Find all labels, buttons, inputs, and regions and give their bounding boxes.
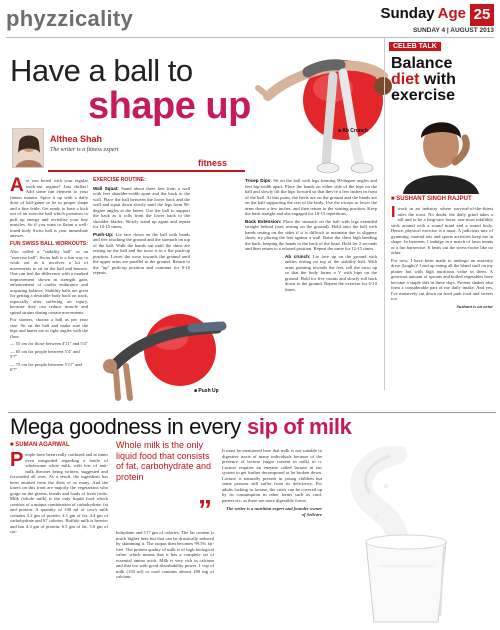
sidebar xyxy=(384,38,496,390)
milk-col-2 xyxy=(116,530,214,582)
size-1: — 55 cm for those between 4'11" and 5'4" xyxy=(10,341,88,346)
back-label: Back Extension: xyxy=(245,218,282,224)
sidebar-tag: CELEB TALK xyxy=(389,42,441,51)
milk-title-b: sip of milk xyxy=(247,414,352,439)
tricep-dips xyxy=(245,178,377,217)
sidebar-p1-text: work in an industry where survival-of-the-fittest rules the roost. No doubt, the daily grind takes a toll and to be a long-race horse, one must infallibly stick around with a sound mind and a sound body. Hence, physical exercise is a must. A judicious mix of gymming, martial arts and sports activities keep me in shape. In between, I indulge in a match of lawn tennis or a fun barsercise. It beats out the stress-factor like no other. xyxy=(391,206,493,255)
milk-glass-illustration xyxy=(326,446,496,626)
author-note: The writer is a fitness expert xyxy=(50,147,119,153)
author-photo xyxy=(12,128,44,168)
milk-col1-text: eople have been really confused and at times even misguided regarding a bottle of wholesome white milk, with lots of anti-milk theories being written, suggested and forwarded all over. As a result, the ingredient has been omitted from the diets of so many. And the losers on this front are majorly the vegetarians who gorge on the greens, breads and loads of fresh fruits. Milk (whole milk) is the only liquid food which consists of a unique combination of carbohydrate, fat and protein. A quantity of 100 ml of cow's milk contains 3.2 gm of protein, 4.1 gm of fat, 4.4 gm of carbohydrate and 67 calories. Buffalo milk is heavier and has 4.3 gm of protein, 6.5 gm of fat, 5.0 gm of car- xyxy=(10,452,108,534)
section-title: phyzzicality xyxy=(6,6,134,31)
ab-crunch-label: Ab crunch: xyxy=(285,253,311,259)
dateline: SUNDAY 4 | AUGUST 2013 xyxy=(412,27,494,34)
milk-col3-text: It must be mentioned here that milk is not suitable to digestive tracts of many individuals because of the presence of lactose (sugar content in milk) in it. Lactose requires an enzyme called lactase in our system to get further decomposed or be broken down. Lactase is naturally present in young children but some persons still suffer from its deficiency. For adults lacking in lactase, the crisis can be covered up by its consumption in other forms such as curd, paneer etc. as these are more digestible forms. xyxy=(222,448,322,503)
tricep-label: Tricep Dips: xyxy=(245,178,272,183)
sidebar-body xyxy=(391,206,493,311)
article-divider xyxy=(8,412,496,413)
milk-dropcap: P xyxy=(10,449,24,471)
author-block xyxy=(10,128,245,172)
push-up xyxy=(93,232,190,276)
wall-squat-label: Wall Squat: xyxy=(93,185,119,191)
section-header xyxy=(6,2,494,38)
fun-p1: Also called a "stability ball" or an "exercise ball", Swiss ball is a fun way to work out as it involves a lot of movements to sit on the ball and bounce. One can feel the difference with a marked improvement shown in strength gain, enhancement of cardio endurance and acquiring balance. Stability balls are great for getting a desirable body back on track, especially after suffering an injury, because they can reduce muscle and spinal strains during certain movements. xyxy=(10,249,88,315)
quote-mark-icon: ” xyxy=(198,494,212,525)
main-col-3 xyxy=(245,178,377,294)
milk-title xyxy=(10,414,496,440)
milk-title-a: Mega goodness in every xyxy=(10,414,241,439)
wall-squat xyxy=(93,186,190,230)
milk-col2-text: bohydrate and 117 gm of calories. The fat content is much higher here but that can be drastically reduced by skimming it. The output then becomes 99.5% fat-free. The protein quality of milk is of high biological value, which means that it has a complete set of essential amino acids. Milk is very rich in calcium and that too with good absorbability power. 1 cup of milk (150 ml) or curd contains almost 180 mg of calcium. xyxy=(116,530,214,579)
author-portrait-icon xyxy=(13,129,44,168)
milk-col-3 xyxy=(222,448,322,519)
sidebar-p1 xyxy=(391,206,493,256)
caption-ab-crunch: ■ Ab Crunch xyxy=(338,128,368,134)
milk-byline: ■ SUMAN AGARWAL xyxy=(10,442,70,448)
article-title xyxy=(10,53,280,127)
sidebar-byline: ■ SUSHANT SINGH RAJPUT xyxy=(391,196,472,202)
ab-crunch xyxy=(245,254,377,293)
pull-quote xyxy=(116,440,214,525)
section-routine: EXERCISE ROUTINE: xyxy=(93,177,146,183)
back-extension xyxy=(245,219,377,252)
intro-paragraph xyxy=(10,175,88,239)
sidebar-p2: For now, I have been made to undergo an austerity drive (laughs)! I end up eating all the bland stuff on my platter but with high nutritious value in them. A generous amount of sprouts and boiled vegetables have become a staple diet in these days. Protein shakes also form a considerable part of my daily intake. And yes, I've massively cut down on fried junk food and sweets too. xyxy=(391,257,493,301)
sidebar-title-3: exercise xyxy=(391,87,456,104)
back-text: Place the stomach on the ball with legs extended straight behind (toes resting on the ground). Hold onto the ball with hands resting on the sides if it is difficult to maintain due to slippery shoes, try placing the feet against a wall. Raise the chest high bending the back, keeping the hands to the back of the head. Hold for 2 seconds and then return to a relaxed position. Repeat the same for 12-15 times. xyxy=(245,218,377,251)
pull-quote-text: Whole milk is the only liquid food that consists of fat, carbohydrate and protein xyxy=(116,440,212,482)
section-fun-workouts: FUN SWISS BALL WORKOUTS: xyxy=(10,240,88,247)
milk-col-1 xyxy=(10,449,108,537)
author-name: Althea Shah xyxy=(50,134,103,144)
masthead-name: Age xyxy=(437,5,466,22)
sidebar-signature: Sushant is an actor xyxy=(456,303,493,309)
push-up-label: Push-Up: xyxy=(93,231,114,237)
sidebar-title xyxy=(391,56,495,104)
milk-writer-note: The writer is a nutrition expert and founder-owner of Sellcare xyxy=(225,506,322,517)
tricep-text: Sit on the ball with legs forming 90-degree angles and feet hip-width apart. Place the hands on either side of the hips on the ball and slowly lift the hips forward so that they're a few inches in front of the ball. At this point, the heels are on the ground and the hands are on the ball supporting the rest of the body. Use the triceps to lower the arms down a few inches, and then return to the starting position. Keep the back straight and abs engaged for 10-15 repetitions. xyxy=(245,178,378,216)
sidebar-title-2: diet xyxy=(391,71,420,88)
intro-dropcap: A xyxy=(10,175,24,196)
sidebar-dropcap: I xyxy=(391,204,396,221)
main-col-1 xyxy=(10,175,88,375)
ab-crunch-text: Lie face up on the ground with ankles resting on top of the stability ball. With arms pointing towards the feet, roll the torso up so that the body forms a V with hips on the ground. Hold for five counts and slowly roll back down to the ground. Repeat the exercise for 6-10 times. xyxy=(285,253,378,292)
title-line2: shape up xyxy=(88,85,251,127)
masthead-day: Sunday xyxy=(380,5,435,22)
main-col-2 xyxy=(93,178,190,278)
wall-squat-text: Stand about three feet from a wall with feet shoulder-width apart and the back to the wall. Place the ball between the lower back and the wall and squat down slowly until the legs form 90-degree angles at the knees. Use the ball to support the back as it rolls from the lower back to the shoulder blades. Slowly stand up again and repeat for 10-15 times. xyxy=(93,185,190,229)
size-2: — 65 cm for people between 5'4" and 5'7" xyxy=(10,348,80,359)
push-up-photo xyxy=(92,290,232,410)
column-tag: fitness xyxy=(198,158,228,168)
push-up-text: Lie face down on the ball with hands and feet touching the ground and the stomach on top of the ball. Walk the hands out until the shins are resting on the ball and the torso is in a flat push-up position. Lower the torso towards the ground until the upper arms are parallel to the ground. Return to the "up" push-up position and continue for 8-10 repeats. xyxy=(93,231,190,275)
sidebar-title-with: with xyxy=(423,71,456,88)
milk-photo xyxy=(326,446,496,626)
sidebar-photo xyxy=(393,108,489,194)
title-line1: Have a ball to xyxy=(10,53,193,88)
size-3: — 75 cm for people between 5'11" and 6'7" xyxy=(10,361,82,372)
fun-p2: For starters, choose a ball as per your size. Sit on the ball and make sure the hips and knees are at right angles with the floor. xyxy=(10,317,88,339)
page-number: 25 xyxy=(470,4,494,26)
author-rule xyxy=(48,170,245,172)
actor-portrait-icon xyxy=(393,108,489,194)
caption-push-up: ■ Push Up xyxy=(194,388,219,394)
masthead xyxy=(380,5,466,22)
intro-text: re you bored with your regular work-out regime? Just chillax! Add some fun element to your fitness mantra. Spice it up with a daily dose of ball-game to be in proper shape and a fine fettle. Get ready to have a kick out of an exercise ball which promises to puff up energy and revitalise your tiny muscles. So if you want to flaunt a well-toned body Swiss ball is your immediate answer. xyxy=(10,178,88,238)
sidebar-title-1: Balance xyxy=(391,55,453,72)
